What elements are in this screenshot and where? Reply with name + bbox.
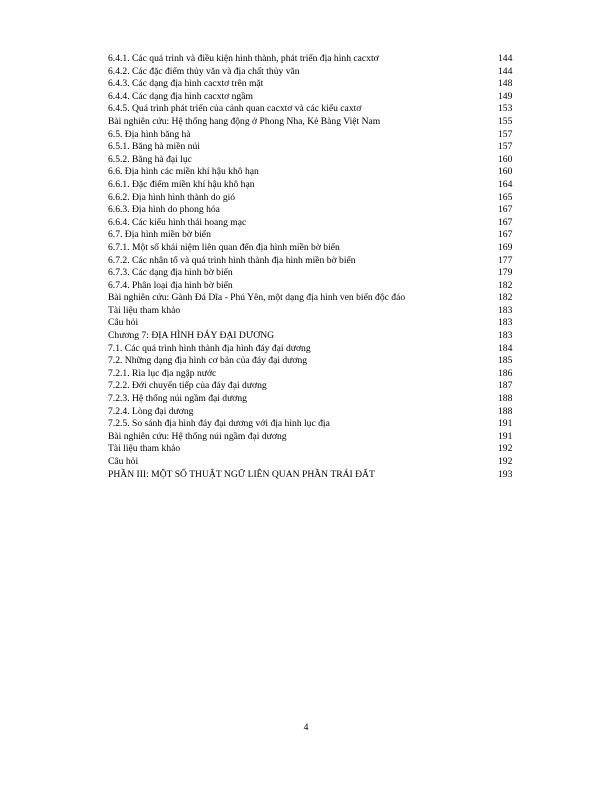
toc-entry — [108, 380, 513, 393]
toc-entry-title: 7.2.5. So sánh địa hình đáy đại dương với địa hình lục địa — [108, 418, 330, 430]
toc-entry-title: 6.7. Địa hình miền bờ biển — [108, 229, 211, 241]
toc-entry — [108, 53, 513, 66]
toc-entry-title: 7.2.1. Rìa lục địa ngập nước — [108, 367, 217, 379]
toc-entry — [108, 166, 513, 179]
toc-entry — [108, 65, 513, 79]
toc-entry-title: 6.4.2. Các đặc điểm thủy văn và địa chất thủy văn — [108, 65, 300, 77]
toc-entry — [108, 178, 513, 192]
toc-entry — [108, 141, 513, 154]
toc-entry-page: 193 — [498, 468, 513, 480]
toc-entry-title: 6.7.3. Các dạng địa hình bờ biển — [108, 267, 233, 279]
toc-entry — [108, 153, 513, 167]
toc-entry-page: 183 — [498, 304, 513, 316]
toc-entry-page: 164 — [498, 178, 513, 190]
toc-entry — [108, 241, 513, 255]
toc-entry — [108, 317, 513, 330]
toc-entry-title: Bài nghiên cứu: Gành Đá Dĩa - Phú Yên, một dạng địa hình ven biển độc đáo — [108, 292, 406, 304]
toc-entry-title: 6.5.2. Băng hà đại lục — [108, 153, 192, 165]
toc-entry-page: 167 — [498, 229, 513, 241]
toc-entry-title: Tài liệu tham khảo — [108, 304, 181, 316]
toc-entry — [108, 229, 513, 242]
toc-entry-page: 182 — [498, 279, 513, 291]
toc-entry-page: 148 — [498, 78, 513, 90]
toc-entry-title: 6.7.4. Phân loại địa hình bờ biển — [108, 279, 233, 291]
toc-entry-page: 167 — [498, 216, 513, 228]
toc-entry-title: 6.6.1. Đặc điểm miền khí hậu khô hạn — [108, 178, 255, 190]
toc-entry-title: 7.1. Các quá trình hình thành địa hình đáy đại dương — [108, 342, 311, 354]
toc-entry-page: 183 — [498, 330, 513, 342]
toc-entry — [108, 456, 513, 469]
toc-entry — [108, 430, 513, 444]
toc-entry-page: 185 — [498, 355, 513, 367]
toc-entry — [108, 267, 513, 280]
toc-entry-page: 167 — [498, 204, 513, 216]
page-number: 4 — [303, 722, 309, 733]
toc-entry-title: 6.4.4. Các dạng địa hình cacxtơ ngầm — [108, 90, 253, 102]
toc-entry — [108, 115, 513, 129]
toc-entry-page: 177 — [498, 254, 513, 266]
table-of-contents — [108, 53, 513, 481]
toc-entry — [108, 128, 513, 142]
toc-entry-page: 183 — [498, 317, 513, 329]
toc-entry-page: 191 — [498, 418, 513, 430]
toc-entry-page: 157 — [498, 128, 513, 140]
toc-entry-title: Câu hỏi — [108, 317, 139, 329]
toc-entry-title: Chương 7: ĐỊA HÌNH ĐÁY ĐẠI DƯƠNG — [108, 330, 275, 342]
toc-entry — [108, 468, 513, 482]
toc-entry-page: 182 — [498, 292, 513, 304]
toc-entry-page: 188 — [498, 393, 513, 405]
toc-entry-title: 7.2.3. Hệ thống núi ngầm đại dương — [108, 393, 247, 405]
toc-entry-page: 184 — [498, 342, 513, 354]
toc-entry-title: Tài liệu tham khảo — [108, 443, 181, 455]
toc-entry-title: 6.7.2. Các nhân tố và quá trình hình thành địa hình miền bờ biển — [108, 254, 356, 266]
toc-entry-title: Bài nghiên cứu: Hệ thống núi ngầm đại dương — [108, 430, 287, 442]
toc-entry-page: 165 — [498, 191, 513, 203]
toc-entry-page: 179 — [498, 267, 513, 279]
toc-entry — [108, 103, 513, 116]
toc-entry — [108, 355, 513, 368]
toc-entry-page: 144 — [498, 65, 513, 77]
toc-entry-title: 6.7.1. Một số khái niệm liên quan đến địa hình miền bờ biển — [108, 241, 340, 253]
toc-entry-page: 149 — [498, 90, 513, 102]
toc-entry — [108, 405, 513, 419]
toc-entry-title: 6.5. Địa hình băng hà — [108, 128, 191, 140]
toc-entry — [108, 78, 513, 91]
toc-entry-page: 186 — [498, 367, 513, 379]
toc-entry — [108, 393, 513, 406]
toc-entry — [108, 330, 513, 343]
toc-entry-page: 144 — [498, 53, 513, 64]
toc-entry — [108, 204, 513, 217]
toc-entry-title: Bài nghiên cứu: Hệ thống hang động ở Phong Nha, Kẻ Bàng Việt Nam — [108, 115, 381, 127]
toc-entry-title: 6.4.5. Quá trình phát triển của cảnh quan cacxtơ và các kiểu caxtơ — [108, 103, 362, 115]
toc-entry-page: 187 — [498, 380, 513, 392]
toc-entry-page: 169 — [498, 241, 513, 253]
toc-entry-title: 7.2. Những dạng địa hình cơ bản của đáy đại dương — [108, 355, 308, 367]
toc-entry-page: 155 — [498, 115, 513, 127]
toc-entry-page: 192 — [498, 456, 513, 467]
toc-entry-title: Câu hỏi — [108, 456, 139, 467]
toc-entry-title: 6.4.1. Các quá trình và điều kiện hình thành, phát triển địa hình cacxtơ — [108, 53, 379, 64]
toc-entry — [108, 279, 513, 293]
toc-entry-page: 153 — [498, 103, 513, 115]
toc-entry — [108, 443, 513, 456]
toc-entry — [108, 367, 513, 381]
toc-entry-page: 191 — [498, 430, 513, 442]
toc-entry-title: PHẦN III: MỘT SỐ THUẬT NGỮ LIÊN QUAN PHẦN TRÁI ĐẤT — [108, 468, 375, 480]
toc-entry-page: 157 — [498, 141, 513, 153]
toc-entry-title: 6.6.2. Địa hình hình thành do gió — [108, 191, 236, 203]
toc-entry — [108, 216, 513, 230]
toc-entry-title: 6.6.3. Địa hình do phong hóa — [108, 204, 220, 216]
toc-entry — [108, 254, 513, 268]
toc-entry-title: 6.5.1. Băng hà miền núi — [108, 141, 200, 153]
toc-entry-title: 6.4.3. Các dạng địa hình cacxtơ trên mặt — [108, 78, 264, 90]
toc-entry-title: 7.2.4. Lòng đại dương — [108, 405, 194, 417]
toc-entry-page: 160 — [498, 166, 513, 178]
toc-entry — [108, 292, 513, 305]
toc-entry — [108, 342, 513, 356]
toc-entry-page: 192 — [498, 443, 513, 455]
toc-entry-title: 6.6.4. Các kiểu hình thái hoang mạc — [108, 216, 247, 228]
toc-entry — [108, 304, 513, 318]
toc-entry — [108, 191, 513, 205]
toc-entry-page: 160 — [498, 153, 513, 165]
toc-entry-page: 188 — [498, 405, 513, 417]
toc-entry — [108, 90, 513, 104]
toc-entry-title: 7.2.2. Đới chuyển tiếp của đáy đại dương — [108, 380, 267, 392]
toc-entry-title: 6.6. Địa hình các miền khí hậu khô hạn — [108, 166, 259, 178]
toc-entry — [108, 418, 513, 431]
